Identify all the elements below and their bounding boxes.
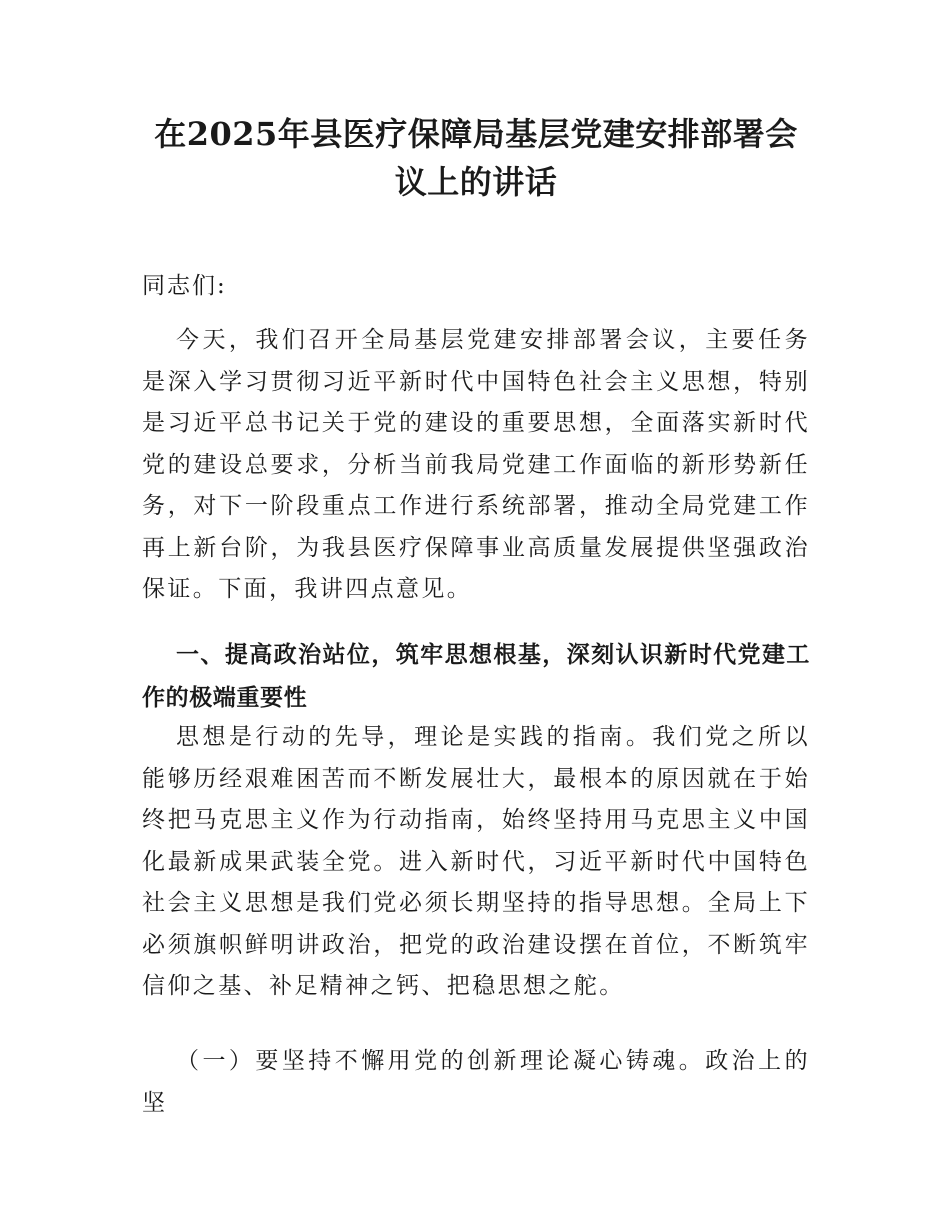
section-heading-1: 一、提高政治站位，筑牢思想根基，深刻认识新时代党建工作的极端重要性	[142, 642, 810, 711]
paragraph-subsection-1: （一）要坚持不懈用党的创新理论凝心铸魂。政治上的坚	[142, 1048, 810, 1116]
salutation: 同志们:	[142, 273, 227, 299]
paragraph-intro: 今天，我们召开全局基层党建安排部署会议，主要任务是深入学习贯彻习近平新时代中国特色社会主义思想，特别是习近平总书记关于党的建设的重要思想，全面落实新时代党的建设总要求，分析当前我局党建工作面临的新形势新任务，对下一阶段重点工作进行系统部署，推动全局党建工作再上新台阶，为我县医疗保障事业高质量发展提供坚强政治保证。下面，我讲四点意见。	[142, 327, 810, 602]
paragraph-section-1: 思想是行动的先导，理论是实践的指南。我们党之所以能够历经艰难困苦而不断发展壮大，最根本的原因就在于始终把马克思主义作为行动指南，始终坚持用马克思主义中国化最新成果武装全党。进入新时代，习近平新时代中国特色社会主义思想是我们党必须长期坚持的指导思想。全局上下必须旗帜鲜明讲政治，把党的政治建设摆在首位，不断筑牢信仰之基、补足精神之钙、把稳思想之舵。	[142, 724, 810, 999]
document-title: 在2025年县医疗保障局基层党建安排部署会议上的讲话	[154, 115, 798, 201]
